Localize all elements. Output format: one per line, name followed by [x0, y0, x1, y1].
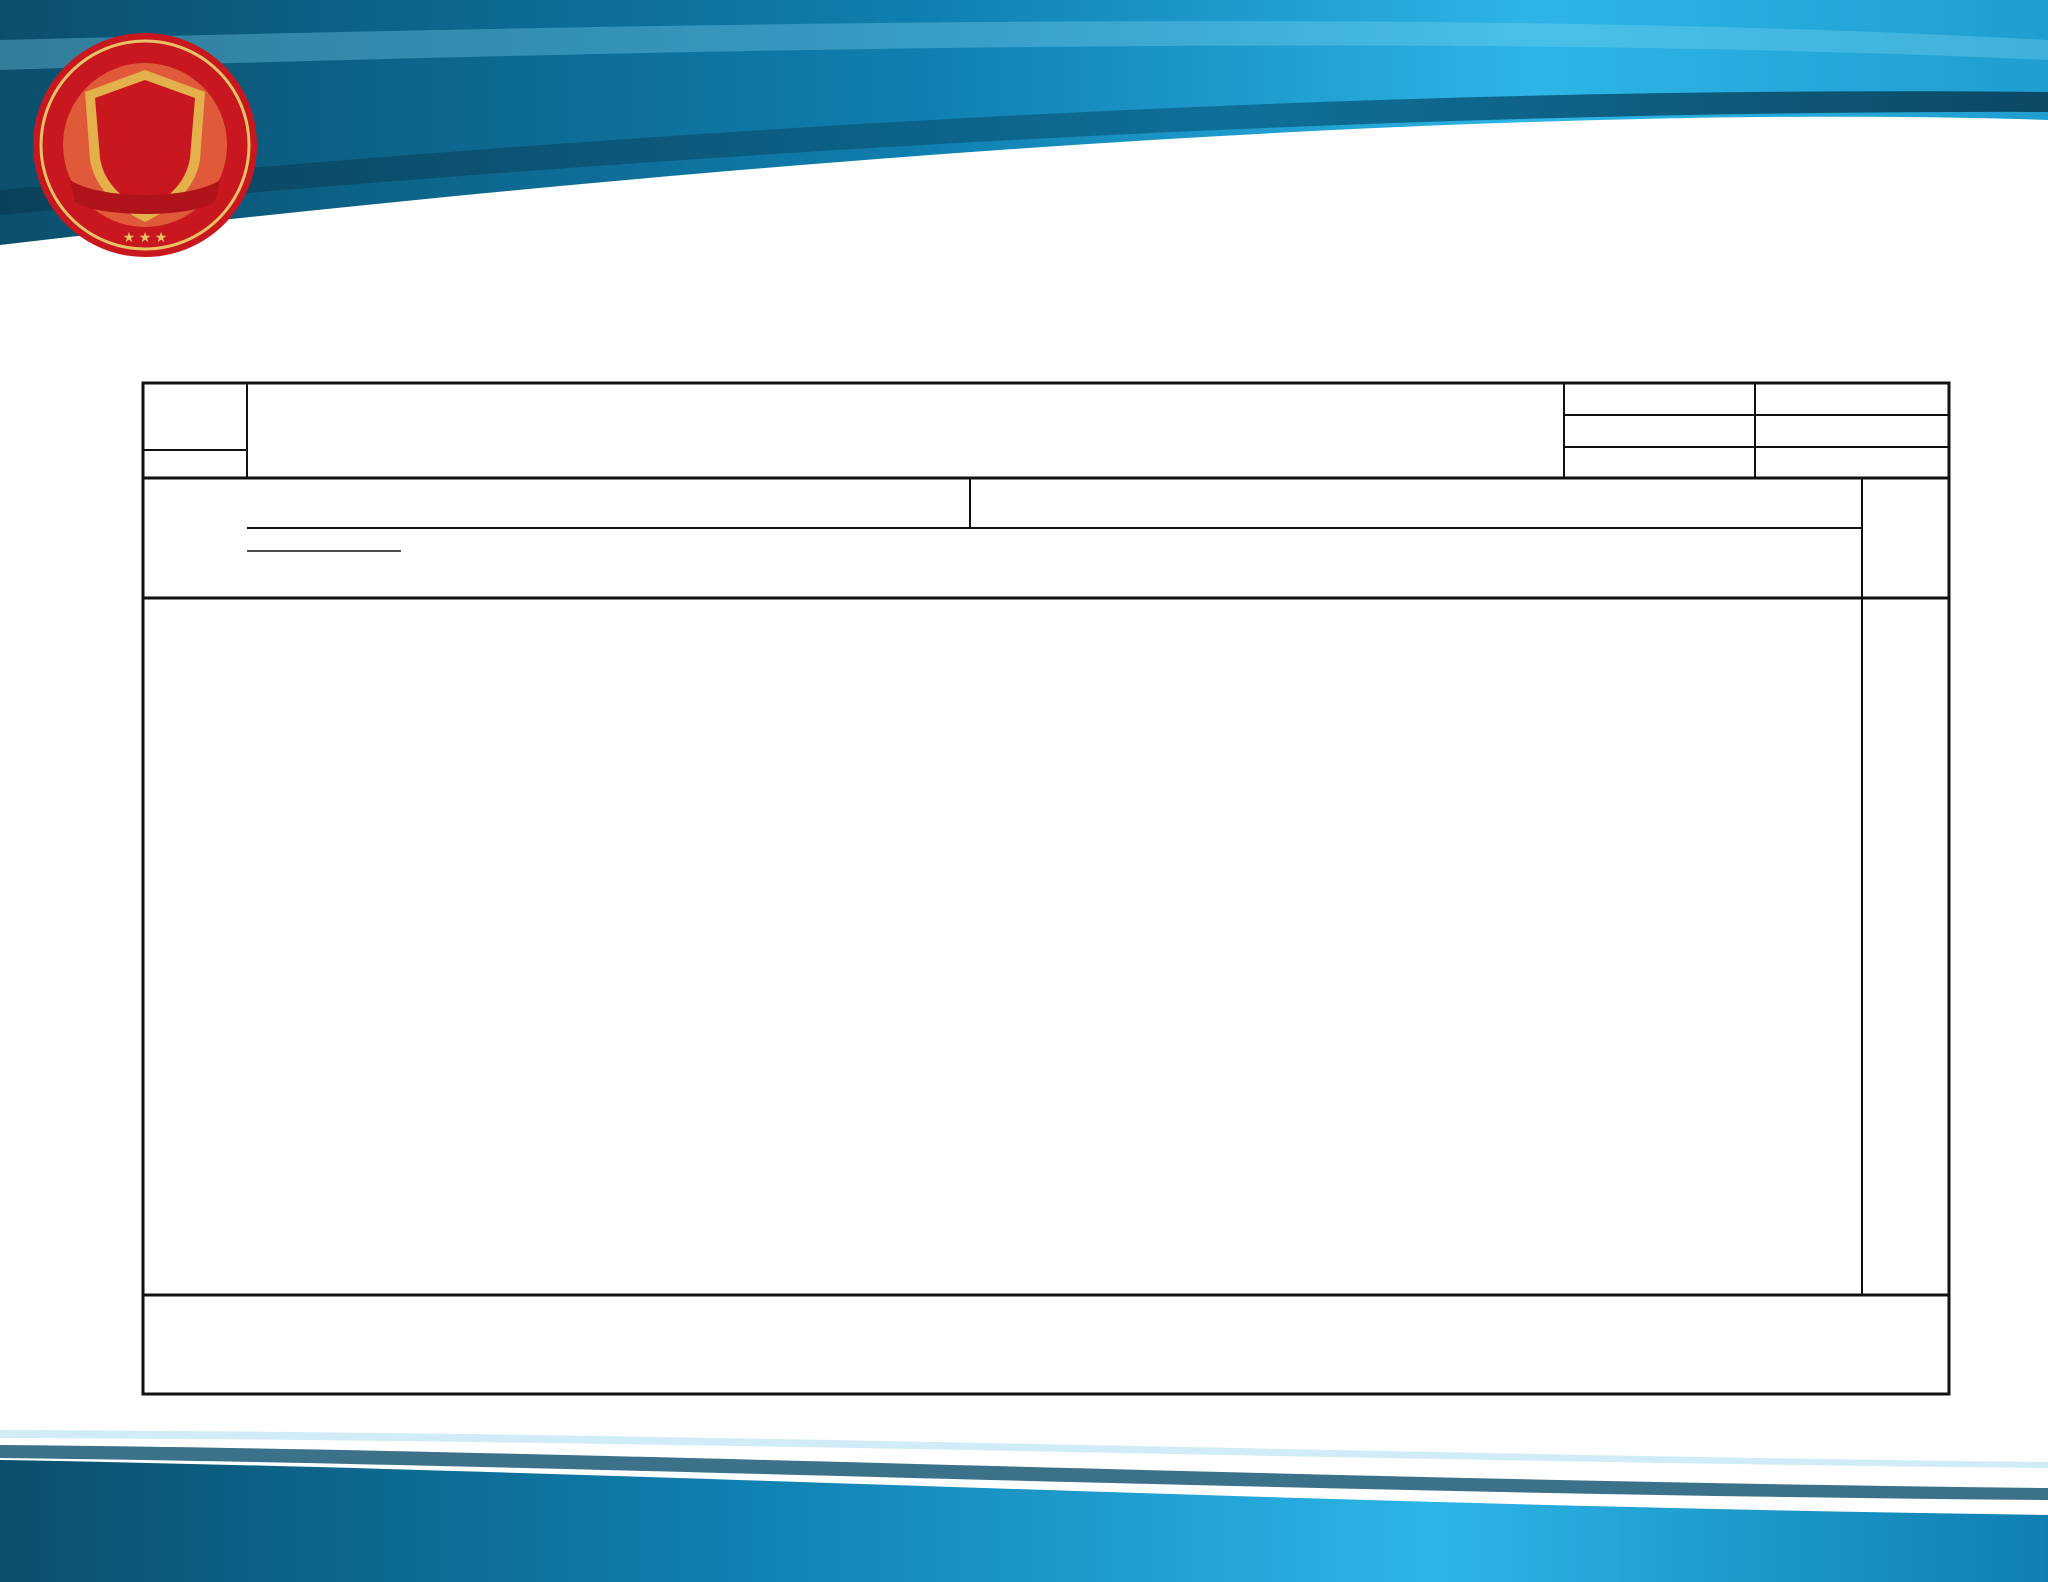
mses-logo-badge	[30, 30, 260, 260]
label-name-of-operator	[1564, 383, 1755, 415]
form-title	[247, 383, 1564, 478]
productivity-assessment-title	[247, 478, 970, 528]
col-header-on-job-training	[672, 528, 757, 598]
col-header-rejected-qty	[970, 528, 1122, 598]
process-name-field[interactable]	[1755, 447, 1949, 478]
col-header-quality-retrained-by	[1650, 528, 1755, 598]
col-header-date	[143, 478, 247, 598]
employee-no-field[interactable]	[1755, 415, 1949, 447]
label-employee-no	[1564, 415, 1755, 447]
bottom-banner	[0, 1410, 2048, 1582]
col-header-effectiveness	[862, 528, 970, 598]
quality-assessment-title	[970, 478, 1862, 528]
col-header-due-to	[487, 528, 672, 598]
col-header-retrained-by	[757, 528, 862, 598]
col-header-remarks	[1862, 478, 1949, 598]
col-header-quality-effectiveness	[1755, 528, 1862, 598]
col-header-production	[247, 528, 401, 551]
col-header-quality-on-job-training	[1564, 528, 1650, 598]
col-header-quality-due-to	[1343, 528, 1564, 598]
col-header-rejection-description	[1122, 528, 1343, 598]
svg-text:★ ★ ★: ★ ★ ★	[122, 231, 168, 246]
col-header-gap	[401, 528, 487, 598]
top-banner	[0, 0, 2048, 260]
label-process-name	[1564, 447, 1755, 478]
col-header-actual	[315, 551, 401, 598]
col-header-plan	[247, 551, 315, 598]
name-of-operator-field[interactable]	[1755, 383, 1949, 415]
